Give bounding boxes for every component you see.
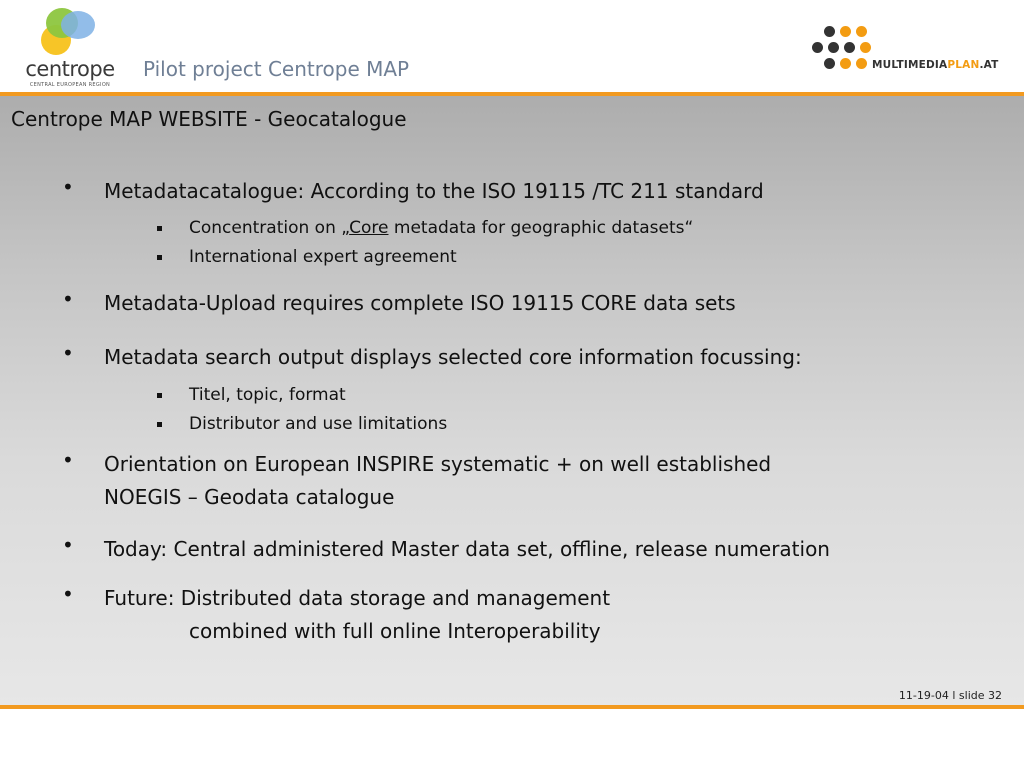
bullet-dot: •	[62, 175, 74, 199]
bullet-text: Metadata-Upload requires complete ISO 19115 CORE data sets	[104, 291, 736, 315]
sub-bullet-text: Distributor and use limitations	[189, 414, 448, 434]
square-bullet	[157, 422, 162, 427]
sub-bullet-text-underlined: Core	[349, 218, 389, 238]
footer-divider	[0, 705, 1024, 709]
centrope-logo-subtitle: CENTRAL EUROPEAN REGION	[29, 82, 111, 88]
slide-footer: 11-19-04 l slide 32	[898, 689, 1002, 702]
sub-bullet-text	[189, 218, 693, 238]
centrope-logo-icon	[20, 4, 120, 60]
centrope-logo	[20, 4, 120, 90]
multimediaplan-logo-text	[872, 59, 999, 71]
square-bullet	[157, 226, 162, 231]
bullet-text: Metadatacatalogue: According to the ISO 19115 /TC 211 standard	[104, 179, 764, 203]
bullet-text-line2: NOEGIS – Geodata catalogue	[104, 485, 395, 509]
bullet-text-line2: combined with full online Interoperability	[189, 619, 601, 643]
sub-bullet-text: International expert agreement	[189, 247, 457, 267]
sub-bullet-text-post: metadata for geographic datasets“	[388, 218, 694, 238]
sub-bullet-text: Titel, topic, format	[189, 385, 346, 405]
square-bullet	[157, 393, 162, 398]
logo-text-suffix: .AT	[979, 59, 999, 71]
sub-bullet-text-pre: Concentration on „	[189, 218, 350, 238]
header-title: Pilot project Centrope MAP	[143, 57, 410, 81]
bullet-text: Metadata search output displays selected core information focussing:	[104, 345, 802, 369]
logo-text-prefix: MULTIMEDIA	[872, 59, 948, 71]
bullet-dot: •	[62, 533, 74, 557]
logo-text-highlight: PLAN	[947, 59, 980, 71]
bullet-text-line1: Orientation on European INSPIRE systematic + on well established	[104, 452, 772, 476]
bullet-dot: •	[62, 287, 74, 311]
square-bullet	[157, 255, 162, 260]
bullet-dot: •	[62, 341, 74, 365]
slide-header	[0, 0, 1024, 92]
bullet-text-line1: Future: Distributed data storage and management	[104, 586, 611, 610]
bullet-dot: •	[62, 448, 74, 472]
multimediaplan-logo	[810, 24, 1010, 74]
bullet-text: Today: Central administered Master data set, offline, release numeration	[104, 537, 830, 561]
bullet-dot: •	[62, 582, 74, 606]
centrope-logo-word: centrope	[25, 57, 115, 81]
slide-title: Centrope MAP WEBSITE - Geocatalogue	[11, 107, 407, 131]
